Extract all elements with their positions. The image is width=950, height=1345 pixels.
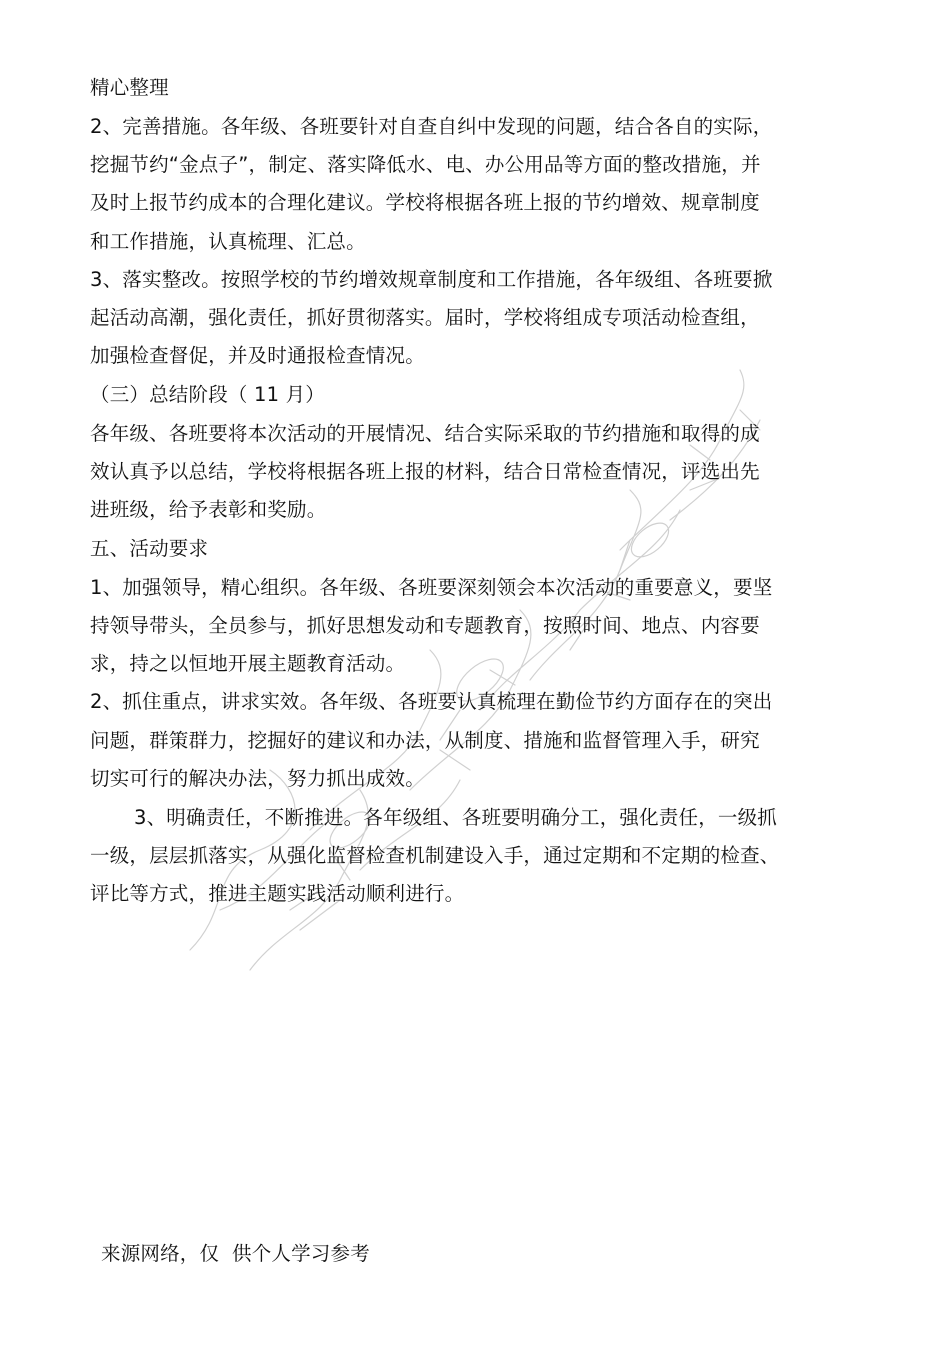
doc-line-12: 进班级，给予表彰和奖励。 <box>90 498 327 521</box>
doc-line-11: 效认真予以总结，学校将根据各班上报的材料，结合日常检查情况，评选出先 <box>90 460 760 483</box>
doc-line-14: 1、加强领导，精心组织。各年级、各班要深刻领会本次活动的重要意义，要坚 <box>90 576 773 599</box>
doc-line-16: 求，持之以恒地开展主题教育活动。 <box>90 652 406 675</box>
doc-line-19: 切实可行的解决办法，努力抓出成效。 <box>90 767 425 790</box>
doc-line-6: 3、落实整改。按照学校的节约增效规章制度和工作措施，各年级组、各班要掀 <box>90 268 773 291</box>
doc-line-3: 挖掘节约“金点子”，制定、落实降低水、电、办公用品等方面的整改措施，并 <box>90 153 761 176</box>
doc-line-2: 2、完善措施。各年级、各班要针对自查自纠中发现的问题，结合各自的实际， <box>90 115 773 138</box>
doc-line-21: 一级，层层抓落实，从强化监督检查机制建设入手，通过定期和不定期的检查、 <box>90 844 780 867</box>
doc-line-22: 评比等方式，推进主题实践活动顺利进行。 <box>90 882 465 905</box>
doc-line-8: 加强检查督促，并及时通报检查情况。 <box>90 344 425 367</box>
doc-line-7: 起活动高潮，强化责任，抓好贯彻落实。届时，学校将组成专项活动检查组， <box>90 306 760 329</box>
doc-line-18: 问题，群策群力，挖掘好的建议和办法，从制度、措施和监督管理入手，研究 <box>90 729 760 752</box>
doc-line-20: 3、明确责任，不断推进。各年级组、各班要明确分工，强化责任，一级抓 <box>134 806 778 829</box>
doc-line-1: 精心整理 <box>90 76 169 99</box>
doc-footer: 来源网络，仅 供个人学习参考 <box>101 1242 370 1265</box>
doc-line-10: 各年级、各班要将本次活动的开展情况、结合实际采取的节约措施和取得的成 <box>90 422 760 445</box>
doc-line-5: 和工作措施，认真梳理、汇总。 <box>90 230 366 253</box>
doc-line-17: 2、抓住重点，讲求实效。各年级、各班要认真梳理在勤俭节约方面存在的突出 <box>90 690 773 713</box>
doc-heading-requirements: 五、活动要求 <box>90 537 209 560</box>
doc-line-4: 及时上报节约成本的合理化建议。学校将根据各班上报的节约增效、规章制度 <box>90 191 760 214</box>
doc-heading-summary-stage: （三）总结阶段（ 11 月） <box>90 383 326 406</box>
doc-line-15: 持领导带头，全员参与，抓好思想发动和专题教育，按照时间、地点、内容要 <box>90 614 760 637</box>
